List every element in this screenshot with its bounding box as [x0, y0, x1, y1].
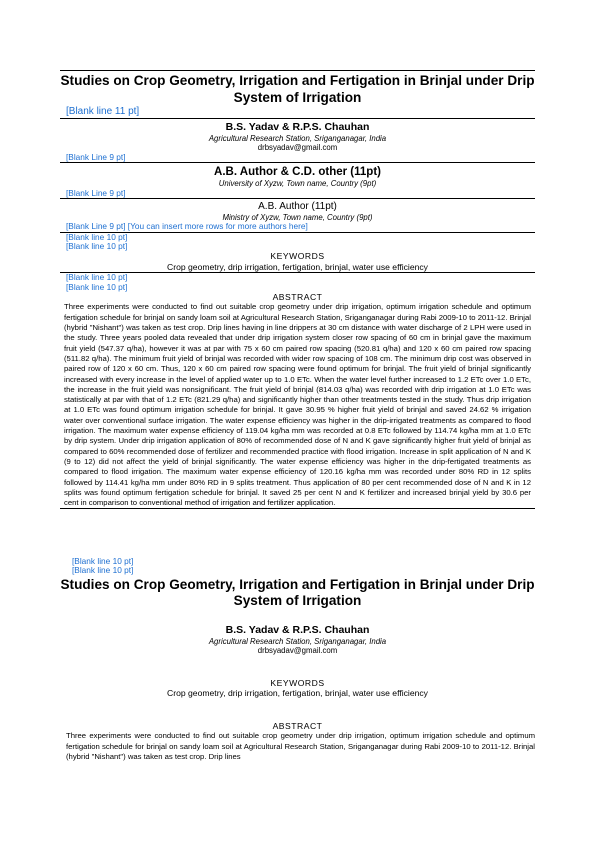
blank-line-note: [Blank line 10 pt]	[66, 231, 128, 242]
author-email: drbsyadav@gmail.com	[257, 143, 338, 153]
author-names: A.B. Author & C.D. other (11pt)	[214, 165, 381, 178]
blank-line-note: [Blank line 10 pt]	[66, 281, 128, 292]
author-affiliation: University of Xyzw, Town name, Country (9pt)	[218, 178, 377, 188]
abstract-heading: ABSTRACT	[272, 291, 323, 302]
title-row	[60, 72, 535, 119]
keywords-row	[60, 233, 535, 274]
author-row-3	[60, 201, 535, 233]
author-row-2	[60, 165, 535, 199]
blank-line-note: [Blank line 10 pt]	[72, 565, 134, 576]
keywords-heading: KEYWORDS	[270, 251, 325, 262]
abstract-text: Three experiments were conducted to find out suitable crop geometry under drip irrigation, optimum irrigation schedule and optimum fertigation schedule for brinjal on sandy loam soil at Agricultural Research Station, Sriganganagar during Rabi 2009-10 to 2011-12. Brinjal (hybrid "Nishant") was taken as test crop. Drip lines having in line drippers at 30 cm distance with water discharge of 2 LPH were used in the study. Three years pooled data revealed that under drip irrigation system closer row spacing of 60 cm in brinjal gave the maximum fruit yield (547.37 q/ha), however it was at par with 75 x 60 cm paired row spacing (520.81 q/ha) and 120 x 60 cm paired row spacing (511.82 q/ha). The minimum fruit yield of brinjal was recorded with wider row spacing of 108 cm. The minimum drip cost was observed in paired row of 120 x 60 cm. Thus, 120 x 60 cm paired row spacing were found optimum for brinjal. The fruit yield of brinjal significantly increased with every increase in the level of applied water up to 1.0 ETc. When the water level further increased to 1.2 ETc over 1.0 ETc, the increase in the fruit yield was nonsignificant. The fruit yield of brinjal (814.03 q/ha) was recorded with drip irrigation at 1.0 ETc was statistically at par with that of 1.2 ETc (821.29 q/ha) and significantly higher than other treatments tested in the study. Thus drip irrigation at 1.0 ETc was found optimum irrigation schedule for brinjal. It gave 30.95 % higher fruit yield of brinjal and saved 24.62 % irrigation water over conventional surface irrigation. The water expense efficiency was higher in the drip-irrigated treatments as compared to flood irrigation. The maximum water expense efficiency of 119.04 kg/ha mm was recorded at 0.8 ETc followed by 114.74 kg/ha mm at 1.0 ETc by drip system. Under drip irrigation application of 80% of recommended dose of N and K gave significantly higher fruit yield of brinjal as compared to 60% recommended dose of fertilizer and recommended practice with flood irrigation. Increase in split application of N and K (9 to 12) did not affect the yield of brinjal significantly. The water expense efficiency was higher in the drip-fertigated treatments as compared to flood irrigation. The maximum water expense efficiency of 120.16 kg/ha mm was recorded under 80% RD in 12 splits followed by 114.41 kg/ha mm under 80% RD in 9 splits treatment. Thus application of 80 per cent recommended dose of N and K in 12 splits was found optimum fertigation schedule for brinjal. It saved 25 per cent N and K fertilizer and increased brinjal yield by 30.6 per cent in comparison to conventional method of irrigation and fertilizer application.	[64, 302, 531, 508]
blank-line-note: [Blank line 11 pt]	[66, 106, 140, 117]
author-names: B.S. Yadav & R.P.S. Chauhan	[225, 623, 370, 636]
author-row-1	[60, 121, 535, 163]
blank-line-note: [Blank line 10 pt]	[72, 556, 134, 566]
blank-line-note: [Blank Line 9 pt]	[66, 187, 126, 198]
blank-line-note: [Blank Line 9 pt] [You can insert more rows for more authors here]	[66, 221, 308, 232]
author-affiliation: Ministry of Xyzw, Town name, Country (9pt)	[222, 212, 373, 222]
keywords-heading: KEYWORDS	[270, 677, 325, 688]
author-names: A.B. Author (11pt)	[258, 200, 337, 212]
blank-line-note: [Blank line 10 pt]	[66, 241, 128, 252]
rendered-preview	[60, 557, 535, 762]
paper-title: Studies on Crop Geometry, Irrigation and Fertigation in Brinjal under Drip System of Irrigation	[60, 576, 535, 609]
author-names: B.S. Yadav & R.P.S. Chauhan	[225, 120, 370, 133]
blank-line-note: [Blank Line 9 pt]	[66, 151, 126, 162]
template-table	[60, 70, 535, 509]
abstract-heading: ABSTRACT	[272, 720, 323, 731]
author-email: drbsyadav@gmail.com	[257, 646, 338, 656]
paper-title: Studies on Crop Geometry, Irrigation and Fertigation in Brinjal under Drip System of Irrigation	[60, 73, 535, 105]
abstract-row	[60, 273, 535, 508]
author-affiliation: Agricultural Research Station, Sriganganagar, India	[208, 133, 387, 143]
abstract-text: Three experiments were conducted to find out suitable crop geometry under drip irrigation, optimum irrigation schedule and optimum fertigation schedule for brinjal on sandy loam soil at Agricultural Research Station, Sriganganagar during Rabi 2009-10 to 2011-12. Brinjal (hybrid "Nishant") was taken as test crop. Drip lines	[66, 731, 535, 761]
keywords-text: Crop geometry, drip irrigation, fertigation, brinjal, water use efficiency	[167, 688, 428, 699]
blank-line-note: [Blank line 10 pt]	[66, 272, 128, 283]
keywords-text: Crop geometry, drip irrigation, fertigation, brinjal, water use efficiency	[167, 261, 428, 272]
author-affiliation: Agricultural Research Station, Sriganganagar, India	[208, 636, 387, 646]
